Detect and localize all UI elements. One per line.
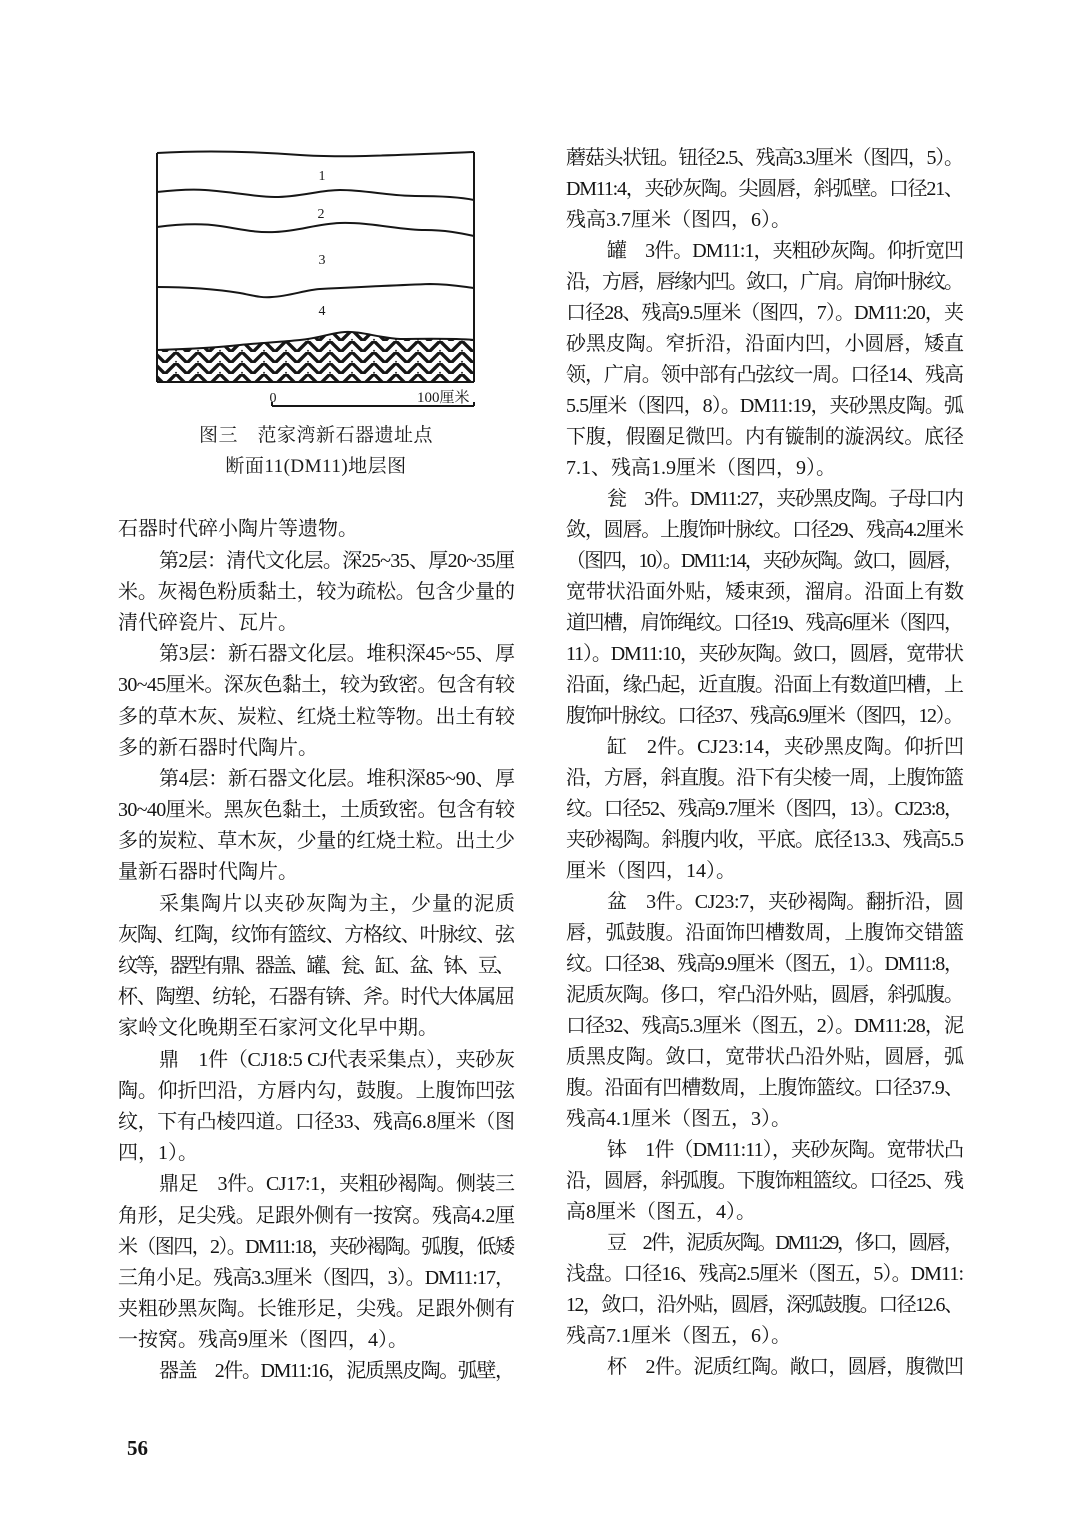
text-line	[566, 236, 964, 267]
figure-caption-subtitle: 断面11(DM11)地层图	[225, 455, 407, 477]
text-line	[118, 1013, 515, 1044]
text-line	[566, 1166, 964, 1197]
text-line-content: 5.5厘米（图四，8）。DM11:19，夹砂黑皮陶。弧	[566, 394, 964, 417]
text-line	[566, 918, 964, 949]
text-line	[118, 1201, 515, 1232]
text-line-content: 第2层：清代文化层。深25~35、厚20~35厘	[159, 549, 515, 572]
text-line-content: 清代碎瓷片、瓦片。	[118, 611, 298, 634]
paragraph	[118, 1045, 515, 1170]
text-line-content: 器盖 2件。DM11:16，泥质黑皮陶。弧壁，	[159, 1360, 514, 1383]
layer-boundary-3-4	[157, 284, 474, 297]
text-line-content: 多的新石器时代陶片。	[118, 736, 318, 759]
scale-end-label: 100厘米	[417, 390, 470, 406]
text-line-content: 沿，圆唇，斜弧腹。下腹饰粗篮纹。口径25、残	[566, 1169, 963, 1192]
text-line	[566, 1011, 964, 1042]
text-line	[118, 546, 515, 577]
text-line-content: 缸 2件。CJ23:14，夹砂黑皮陶。仰折凹	[607, 735, 965, 758]
page-number: 56	[127, 1436, 148, 1460]
text-line-content: 质黑皮陶。敛口，宽带状凸沿外贴，圆唇，弧	[566, 1045, 964, 1068]
text-line-content: 家岭文化晚期至石家河文化早中期。	[118, 1017, 438, 1040]
figure-caption-title: 图三 范家湾新石器遗址点	[198, 424, 433, 446]
text-line	[118, 577, 515, 608]
text-line	[118, 982, 515, 1013]
text-line-content: 厘米（图四，14）。	[566, 859, 736, 882]
text-line-content: 多的草木灰、炭粒、红烧土粒等物。出土有较	[118, 705, 515, 728]
text-line	[118, 670, 515, 701]
text-line	[566, 329, 964, 360]
text-line-content: 石器时代碎小陶片等遗物。	[118, 518, 358, 541]
section-top-line	[157, 152, 474, 157]
text-line	[118, 1138, 515, 1169]
text-line-content: 腹。沿面有凹槽数周，上腹饰篮纹。口径37.9、	[566, 1076, 964, 1099]
text-line-content: 7.1、残高1.9厘米（图四，9）。	[566, 456, 836, 479]
text-line-content: 米（图四，2）。DM11:18，夹砂褐陶。弧腹，低矮	[118, 1235, 514, 1258]
layer-label-4: 4	[318, 304, 326, 319]
text-line-content: 沿面，缘凸起，近直腹。沿面上有数道凹槽，上	[566, 673, 963, 696]
text-line-content: 鼎足 3件。CJ17:1，夹粗砂褐陶。侧装三	[159, 1173, 515, 1196]
text-line	[566, 546, 964, 577]
text-line	[118, 1045, 515, 1076]
text-line-content: 米。灰褐色粉质黏土，较为疏松。包含少量的	[118, 580, 515, 603]
text-line	[118, 826, 515, 857]
text-line-content: 陶。仰折凹沿，方唇内勾，鼓腹。上腹饰凹弦	[118, 1079, 515, 1102]
text-line	[566, 670, 964, 701]
text-line-content: 11）。DM11:10，夹砂灰陶。敛口，圆唇，宽带状	[566, 642, 963, 665]
paragraph	[566, 236, 964, 484]
text-line	[118, 1169, 515, 1200]
paragraph	[566, 1228, 964, 1352]
text-line-content: 纹。口径38、残高9.9厘米（图五，1）。DM11:8，	[566, 952, 963, 975]
layer-label-2: 2	[317, 207, 325, 222]
text-line-content: 12，敛口，沿外贴，圆唇，深弧鼓腹。口径12.6、	[566, 1293, 963, 1316]
text-line-content: 30~40厘米。黑灰色黏土，土质致密。包含有较	[118, 799, 515, 822]
text-line	[566, 1042, 964, 1073]
text-line	[566, 422, 964, 453]
text-line	[118, 514, 515, 545]
text-line	[566, 1321, 964, 1352]
text-line	[118, 1076, 515, 1107]
text-line-content: 量新石器时代陶片。	[118, 861, 298, 884]
paragraph	[118, 1169, 515, 1356]
text-line-content: 30~45厘米。深灰色黏土，较为致密。包含有较	[118, 674, 515, 697]
text-line	[566, 453, 964, 484]
text-line	[118, 795, 515, 826]
text-line-content: 夹粗砂黑灰陶。长锥形足，尖残。足跟外侧有	[118, 1298, 515, 1321]
text-line	[566, 825, 964, 856]
text-line-content: 口径32、残高5.3厘米（图五，2）。DM11:28，泥	[566, 1014, 964, 1037]
text-line-content: 领，广肩。领中部有凸弦纹一周。口径14、残高	[566, 363, 963, 386]
paragraph	[566, 143, 964, 236]
text-line-content: 鼎 1件（CJ18:5 CJ代表采集点），夹砂灰	[159, 1048, 515, 1071]
text-line	[566, 174, 964, 205]
scale-start-label: 0	[269, 391, 277, 406]
text-line	[566, 205, 964, 236]
text-line-content: 腹饰叶脉纹。口径37、残高6.9厘米（图四，12）。	[566, 704, 963, 727]
text-line-content: 下腹，假圈足微凹。内有镟制的漩涡纹。底径	[566, 425, 964, 448]
text-line	[566, 1352, 964, 1383]
text-line	[118, 1356, 515, 1387]
text-line	[118, 889, 515, 920]
text-line-content: DM11:4，夹砂灰陶。尖圆唇，斜弧壁。口径21、	[566, 177, 963, 200]
paragraph	[118, 764, 515, 889]
text-line	[566, 298, 964, 329]
paragraph	[118, 639, 515, 764]
text-line	[118, 1107, 515, 1138]
text-line	[566, 732, 964, 763]
text-line	[566, 391, 964, 422]
stratigraphy-figure	[150, 140, 485, 412]
text-line-content: 采集陶片以夹砂灰陶为主，少量的泥质	[159, 892, 516, 915]
text-line-content: 残高7.1厘米（图五，6）。	[566, 1324, 791, 1347]
text-line	[566, 1135, 964, 1166]
text-line	[566, 887, 964, 918]
paragraph	[118, 546, 515, 640]
text-line-content: 角形，足尖残。足跟外侧有一按窝。残高4.2厘	[118, 1204, 515, 1227]
text-line-content: 罐 3件。DM11:1，夹粗砂灰陶。仰折宽凹	[607, 239, 964, 262]
text-line-content: 浅盘。口径16、残高2.5厘米（图五，5）。DM11:	[566, 1262, 964, 1285]
text-line	[118, 1294, 515, 1325]
text-line-content: 第3层：新石器文化层。堆积深45~55、厚	[159, 643, 515, 666]
text-line-content: 道凹槽，肩饰绳纹。口径19、残高6厘米（图四，	[566, 611, 963, 634]
text-line	[566, 1259, 964, 1290]
text-line-content: 泥质灰陶。侈口，窄凸沿外贴，圆唇，斜弧腹。	[566, 983, 963, 1006]
text-line	[566, 484, 964, 515]
text-line	[566, 1104, 964, 1135]
text-line-content: 纹等，器型有鼎、器盖、罐、瓮、缸、盆、钵、豆、	[118, 955, 513, 978]
text-line-content: 残高3.7厘米（图四，6）。	[566, 208, 791, 231]
text-line-content: 沿，方唇，唇缘内凹。敛口，广肩。肩饰叶脉纹。	[566, 270, 962, 293]
figure-caption	[166, 420, 466, 482]
text-line	[118, 608, 515, 639]
text-line	[566, 608, 964, 639]
text-line-content: 纹，下有凸棱四道。口径33、残高6.8厘米（图	[118, 1110, 515, 1133]
text-line-content: 口径28、残高9.5厘米（图四，7）。DM11:20，夹	[566, 301, 964, 324]
text-line	[118, 702, 515, 733]
text-line-content: 唇，弧鼓腹。沿面饰凹槽数周，上腹饰交错篮	[566, 921, 964, 944]
layer-label-1: 1	[318, 169, 326, 184]
text-line	[118, 639, 515, 670]
text-line-content: 沿，方唇，斜直腹。沿下有尖棱一周，上腹饰篮	[566, 766, 963, 789]
text-line	[566, 1197, 964, 1228]
text-line	[566, 267, 964, 298]
left-column	[118, 514, 515, 1387]
text-line-content: 豆 2件，泥质灰陶。DM11:29，侈口，圆唇，	[607, 1231, 962, 1254]
text-line-content: （图四，10）。DM11:14，夹砂灰陶。敛口，圆唇，	[566, 549, 963, 572]
text-line	[566, 515, 964, 546]
text-line-content: 灰陶、红陶，纹饰有篮纹、方格纹、叶脉纹、弦	[118, 923, 514, 946]
text-line-content: 纹。口径52、残高9.7厘米（图四，13）。CJ23:8，	[566, 797, 963, 820]
text-line-content: 宽带状沿面外贴，矮束颈，溜肩。沿面上有数	[566, 580, 964, 603]
text-line	[118, 1232, 515, 1263]
paragraph	[566, 887, 964, 1135]
text-line-content: 高8厘米（图五，4）。	[566, 1200, 756, 1223]
text-line	[566, 856, 964, 887]
text-line	[566, 763, 964, 794]
text-line-content: 钵 1件（DM11:11），夹砂灰陶。宽带状凸	[607, 1138, 964, 1161]
text-line-content: 砂黑皮陶。窄折沿，沿面内凹，小圆唇，矮直	[566, 332, 964, 355]
text-line	[566, 1073, 964, 1104]
paragraph	[566, 1135, 964, 1228]
text-line-content: 敛，圆唇。上腹饰叶脉纹。口径29、残高4.2厘米	[566, 518, 963, 541]
text-line	[566, 794, 964, 825]
text-line	[566, 360, 964, 391]
paragraph	[566, 1352, 964, 1383]
layer-label-3: 3	[318, 253, 326, 268]
text-line	[118, 951, 515, 982]
text-line-content: 瓮 3件。DM11:27，夹砂黑皮陶。子母口内	[607, 487, 963, 510]
text-line-content: 夹砂褐陶。斜腹内收，平底。底径13.3、残高5.5	[566, 828, 964, 851]
paragraph	[566, 484, 964, 732]
text-line	[118, 1325, 515, 1356]
text-line	[566, 949, 964, 980]
text-line-content: 盆 3件。CJ23:7，夹砂褐陶。翻折沿，圆	[607, 890, 964, 913]
text-line-content: 杯、陶塑、纺轮，石器有锛、斧。时代大体属屈	[118, 986, 514, 1009]
text-line	[118, 1263, 515, 1294]
right-column	[566, 143, 964, 1383]
text-line	[566, 701, 964, 732]
text-line-content: 四，1）。	[118, 1142, 198, 1165]
layer-boundary-2-3	[157, 223, 474, 236]
text-line	[566, 577, 964, 608]
text-line	[118, 857, 515, 888]
paragraph	[118, 889, 515, 1045]
paragraph	[566, 732, 964, 887]
text-line-content: 第4层：新石器文化层。堆积深85~90、厚	[159, 767, 515, 790]
text-line	[118, 764, 515, 795]
text-line	[566, 639, 964, 670]
text-line-content: 一按窝。残高9厘米（图四，4）。	[118, 1329, 408, 1352]
text-line	[566, 1228, 964, 1259]
paragraph	[118, 514, 515, 545]
text-line-content: 多的炭粒、草木灰，少量的红烧土粒。出土少	[118, 830, 515, 853]
text-line-content: 杯 2件。泥质红陶。敞口，圆唇，腹微凹	[607, 1355, 964, 1378]
text-line-content: 残高4.1厘米（图五，3）。	[566, 1107, 791, 1130]
paragraph	[118, 1356, 515, 1387]
text-line-content: 三角小足。残高3.3厘米（图四，3）。DM11:17，	[118, 1266, 515, 1289]
text-line	[118, 920, 515, 951]
text-line	[118, 733, 515, 764]
text-line	[566, 143, 964, 174]
text-line	[566, 980, 964, 1011]
text-line	[566, 1290, 964, 1321]
layer-boundary-1-2	[157, 190, 474, 200]
text-line-content: 蘑菇头状钮。钮径2.5、残高3.3厘米（图四，5）。	[566, 146, 963, 169]
